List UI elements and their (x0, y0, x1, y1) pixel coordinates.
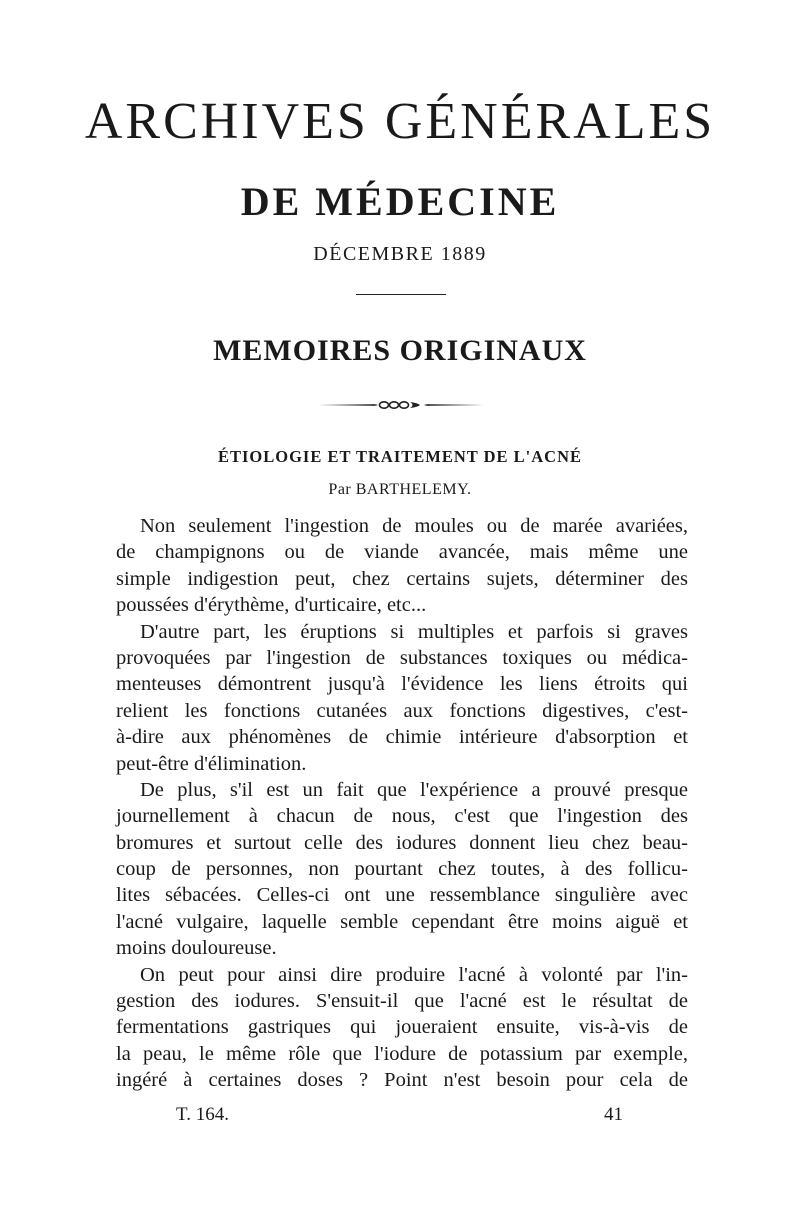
body-line: moins douloureuse. (116, 937, 277, 960)
body-line: relient les fonctions cutanées aux fonctions digestives, c'est- (116, 699, 688, 722)
body-line: simple indigestion peut, chez certains sujets, déterminer des (116, 567, 688, 590)
body-line: à-dire aux phénomènes de chimie intérieure d'absorption et (116, 726, 688, 749)
body-line: ingéré à certaines doses ? Point n'est besoin pour cela de (116, 1069, 688, 1092)
page-footer (0, 1104, 800, 1128)
body-line: provoquées par l'ingestion de substances toxiques ou médica- (116, 646, 688, 669)
body-line: Non seulement l'ingestion de moules ou de marée avariées, (140, 515, 688, 537)
section-heading: MEMOIRES ORIGINAUX (213, 334, 587, 367)
volume-number: T. 164. (176, 1104, 229, 1125)
body-line: D'autre part, les éruptions si multiples et parfois si graves (140, 620, 688, 643)
body-line: journellement à chacun de nous, c'est que l'ingestion des (116, 805, 688, 828)
body-line: poussées d'érythème, d'urticaire, etc... (116, 594, 427, 617)
body-line: fermentations gastriques qui joueraient ensuite, vis-à-vis de (116, 1016, 688, 1039)
body-line: menteuses démontrent jusqu'à l'évidence les liens étroits qui (116, 673, 688, 696)
page-number: 41 (604, 1104, 623, 1125)
body-line: bromures et surtout celle des iodures donnent lieu chez beau- (116, 831, 688, 854)
body-line: On peut pour ainsi dire produire l'acné à volonté par l'in- (140, 963, 688, 986)
body-line: la peau, le même rôle que l'iodure de potassium par exemple, (116, 1042, 688, 1065)
body-line: coup de personnes, non pourtant chez toutes, à des follicu- (116, 858, 688, 881)
journal-subtitle: DE MÉDECINE (240, 179, 560, 224)
issue-date: DÉCEMBRE 1889 (313, 243, 487, 265)
article-body (116, 513, 688, 1094)
body-line: de champignons ou de viande avancée, mais même une (116, 541, 688, 564)
ornament-divider (318, 398, 484, 412)
body-line: l'acné vulgaire, laquelle semble cependant être moins aiguë et (116, 910, 688, 933)
article-author: Par BARTHELEMY. (328, 481, 472, 498)
body-line: peut-être d'élimination. (116, 752, 307, 775)
journal-title: ARCHIVES GÉNÉRALES (84, 93, 716, 150)
header-divider (356, 294, 446, 295)
body-line: lites sébacées. Celles-ci ont une ressemblance singulière avec (116, 884, 688, 907)
article-title: ÉTIOLOGIE ET TRAITEMENT DE L'ACNÉ (217, 447, 582, 466)
body-line: De plus, s'il est un fait que l'expérience a prouvé presque (140, 778, 688, 801)
body-line: gestion des iodures. S'ensuit-il que l'acné est le résultat de (116, 990, 688, 1013)
